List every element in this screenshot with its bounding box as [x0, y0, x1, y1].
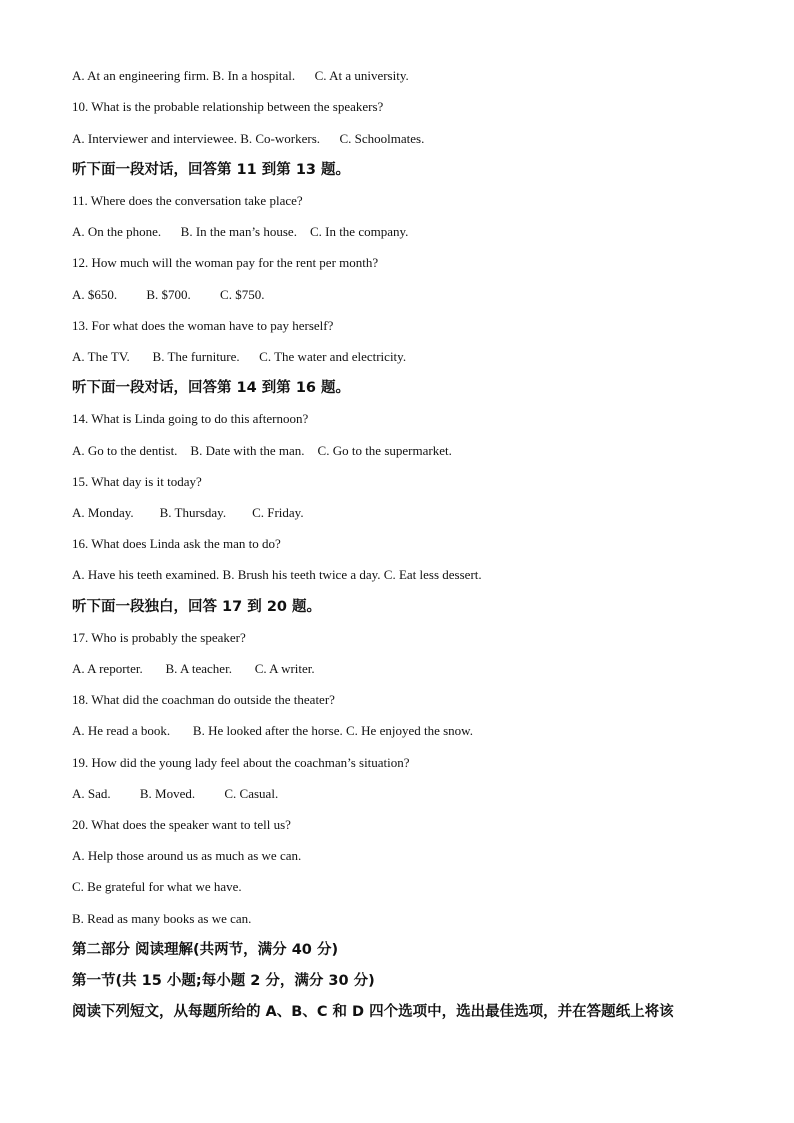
question-16: 16. What does Linda ask the man to do? — [72, 536, 281, 551]
question-17: 17. Who is probably the speaker? — [72, 630, 246, 645]
answer-options-10: A. Interviewer and interviewee. B. Co-workers. C. Schoolmates. — [72, 131, 425, 146]
answer-options-18: A. He read a book. B. He looked after the horse. C. He enjoyed the snow. — [72, 723, 473, 738]
answer-options-15: A. Monday. B. Thursday. C. Friday. — [72, 505, 304, 520]
section-heading-17-20: 听下面一段独白，回答 17 到 20 题。 — [72, 599, 322, 615]
answer-options-9: A. At an engineering firm. B. In a hospital. C. At a university. — [72, 68, 409, 83]
question-19: 19. How did the young lady feel about the coachman’s situation? — [72, 755, 410, 770]
answer-options-12: A. $650. B. $700. C. $750. — [72, 287, 265, 302]
question-14: 14. What is Linda going to do this afternoon? — [72, 411, 309, 426]
section-heading-14-16: 听下面一段对话，回答第 14 到第 16 题。 — [72, 380, 351, 396]
part-two-heading: 第二部分 阅读理解(共两节，满分 40 分) — [72, 942, 339, 958]
answer-options-16: A. Have his teeth examined. B. Brush his teeth twice a day. C. Eat less dessert. — [72, 567, 482, 582]
answer-option-20b: B. Read as many books as we can. — [72, 911, 252, 926]
reading-instructions: 阅读下列短文，从每题所给的 A、B、C 和 D 四个选项中，选出最佳选项，并在答题纸上将该 — [72, 1004, 674, 1020]
question-11: 11. Where does the conversation take place? — [72, 193, 303, 208]
question-12: 12. How much will the woman pay for the rent per month? — [72, 255, 379, 270]
question-13: 13. For what does the woman have to pay herself? — [72, 318, 334, 333]
answer-options-19: A. Sad. B. Moved. C. Casual. — [72, 786, 279, 801]
answer-options-11: A. On the phone. B. In the man’s house. C. In the company. — [72, 224, 409, 239]
answer-option-20c: C. Be grateful for what we have. — [72, 879, 242, 894]
section-one-heading: 第一节(共 15 小题;每小题 2 分，满分 30 分) — [72, 973, 375, 989]
section-heading-11-13: 听下面一段对话，回答第 11 到第 13 题。 — [72, 162, 351, 178]
question-15: 15. What day is it today? — [72, 474, 202, 489]
answer-option-20a: A. Help those around us as much as we can. — [72, 848, 302, 863]
answer-options-17: A. A reporter. B. A teacher. C. A writer. — [72, 661, 315, 676]
answer-options-14: A. Go to the dentist. B. Date with the man. C. Go to the supermarket. — [72, 443, 452, 458]
answer-options-13: A. The TV. B. The furniture. C. The water and electricity. — [72, 349, 407, 364]
question-20: 20. What does the speaker want to tell us? — [72, 817, 291, 832]
question-18: 18. What did the coachman do outside the theater? — [72, 692, 335, 707]
question-10: 10. What is the probable relationship between the speakers? — [72, 99, 384, 114]
